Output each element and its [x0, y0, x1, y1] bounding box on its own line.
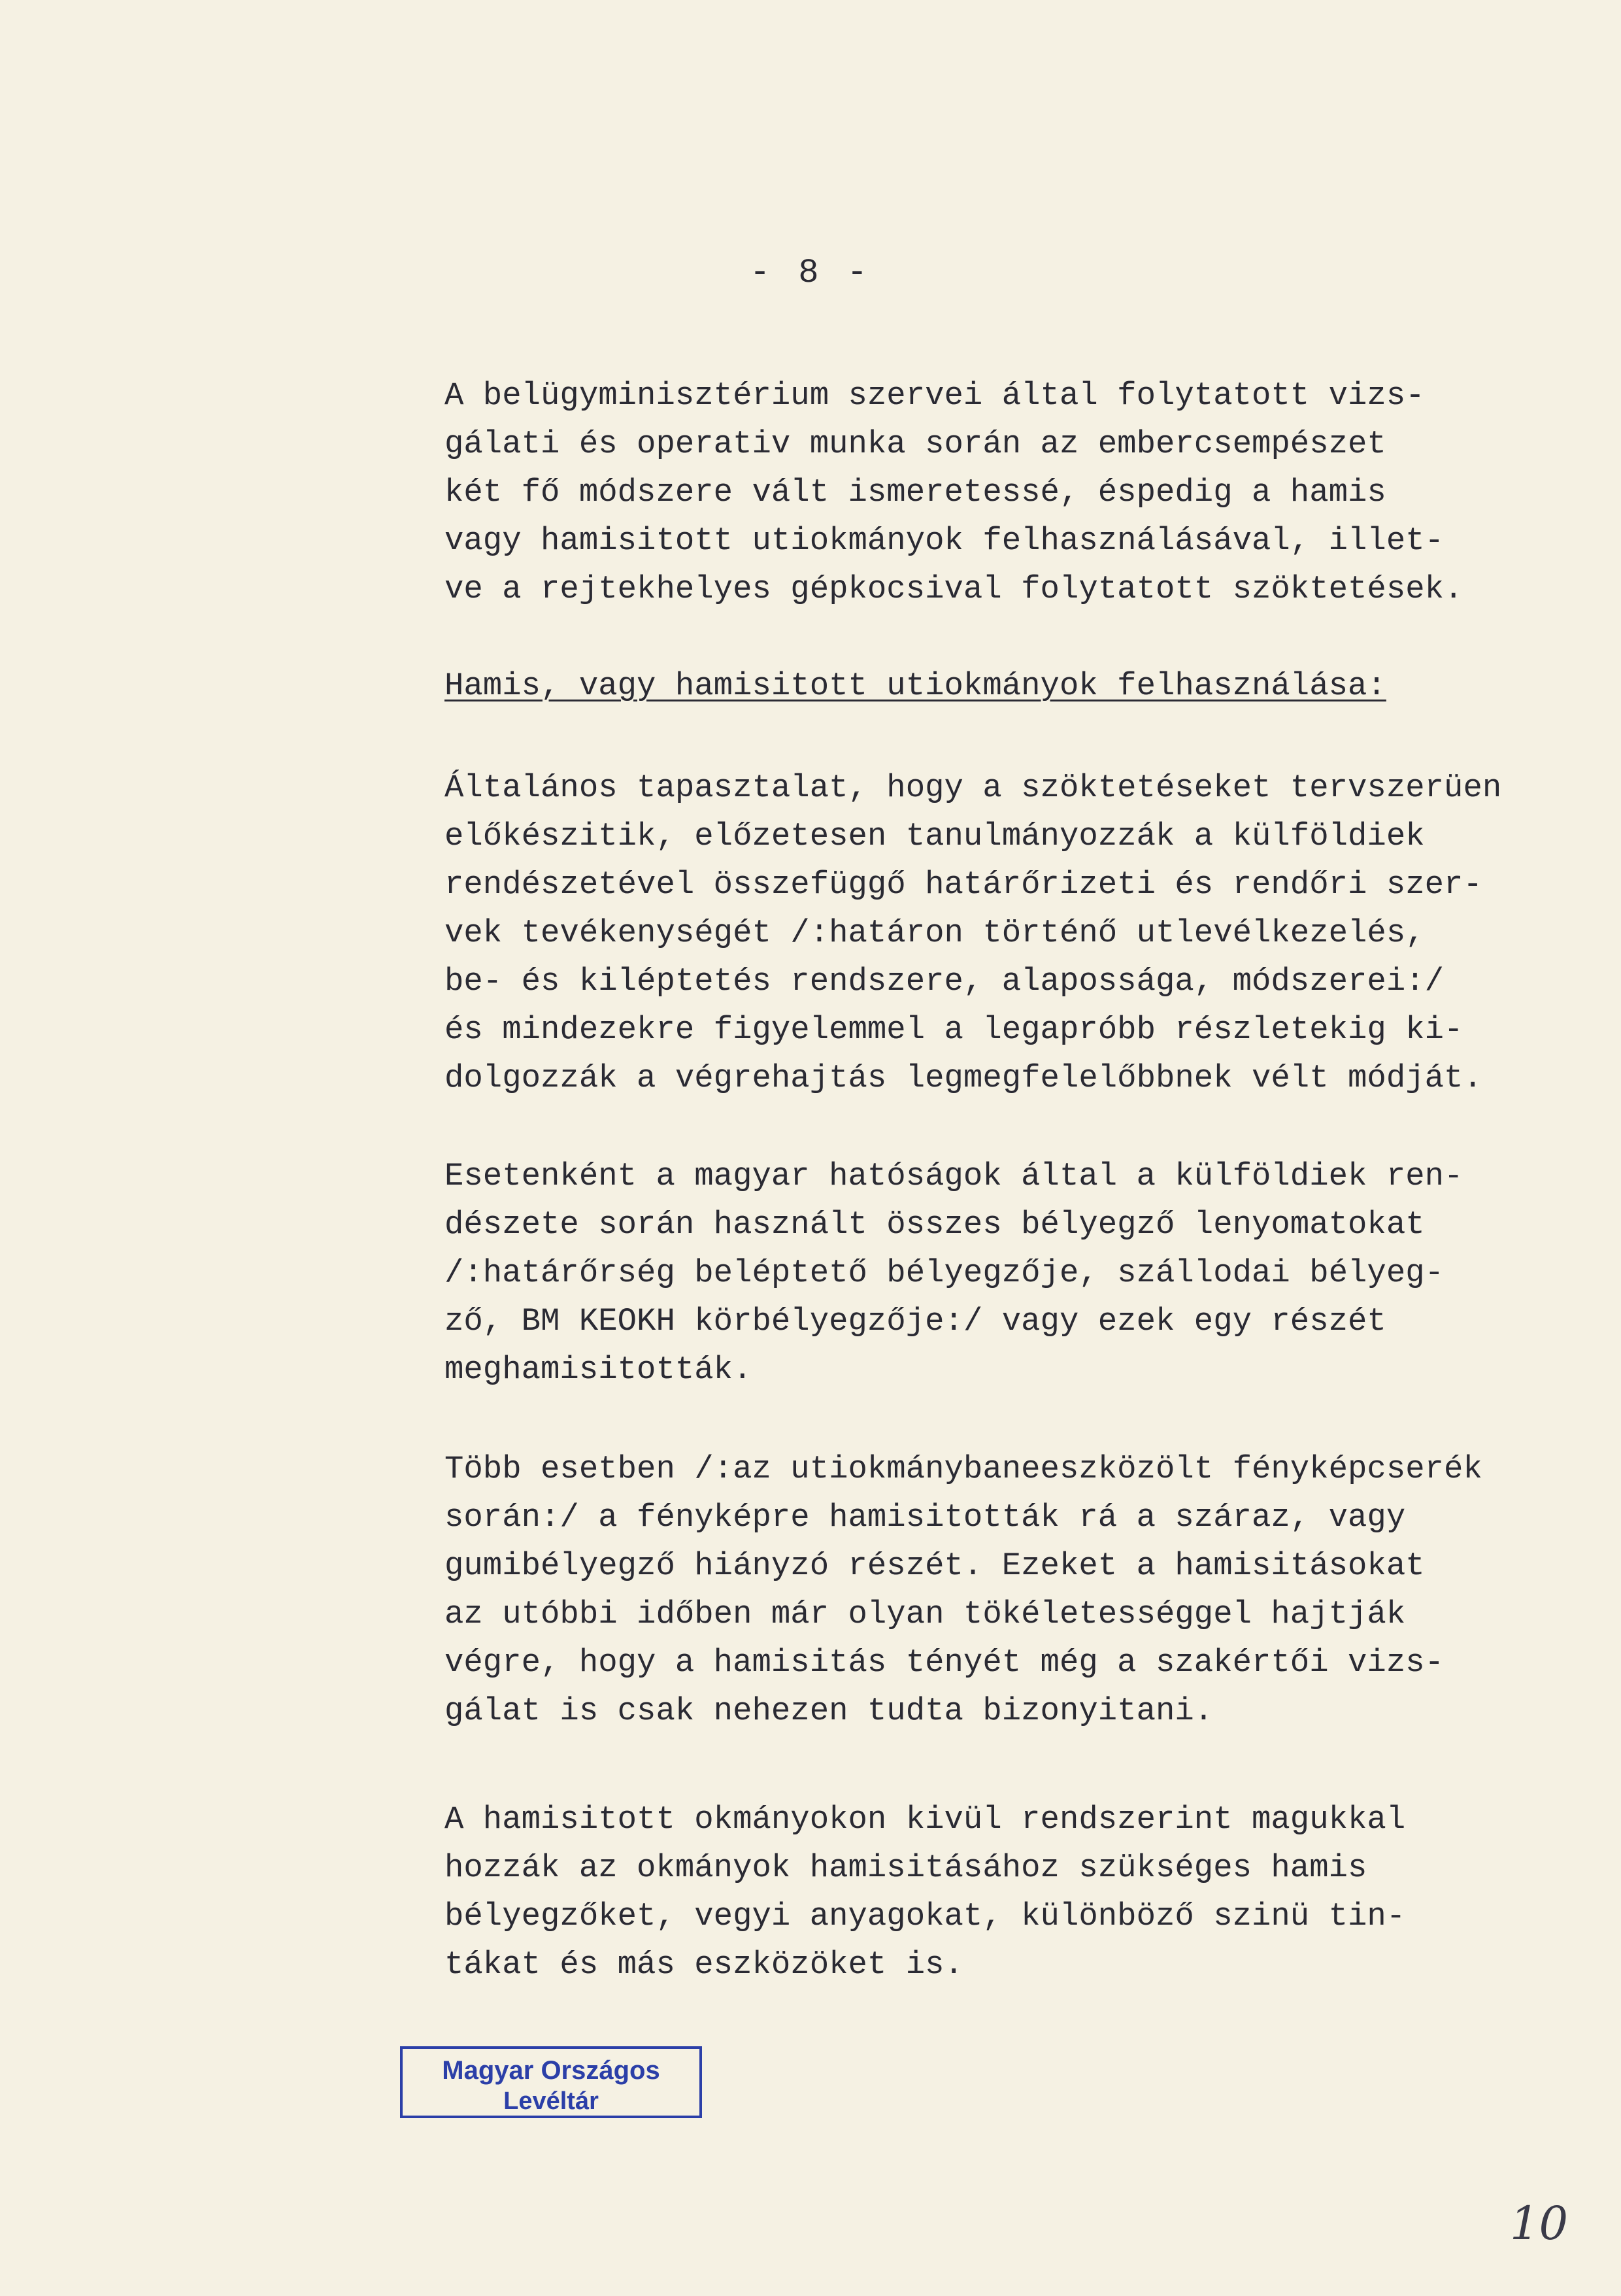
- archive-stamp: [400, 2046, 702, 2118]
- stamp-line-2: Levéltár: [503, 2087, 599, 2115]
- paragraph-photo-replacement: Több esetben /:az utiokmánybaneeszközölt fényképcserék során:/ a fényképre hamisitották rá a száraz, vagy gumibélyegző hiányzó részét. Ezeket a hamisitásokat az utóbbi időben már olyan tökéletességgel hajtják végre, hogy a hamisitás tényét még a szakértői vizs- gálat is csak nehezen tudta bizonyitani.: [444, 1451, 1482, 1729]
- paragraph-tools: A hamisitott okmányokon kivül rendszerint magukkal hozzák az okmányok hamisitásához szükséges hamis bélyegzőket, vegyi anyagokat, különböző szinü tin- tákat és más eszközöket is.: [444, 1801, 1406, 1983]
- paragraph-general-experience: Általános tapasztalat, hogy a szöktetéseket tervszerüen előkészitik, előzetesen tanulmányozzák a külföldiek rendészetével összefüggő határőrizeti és rendőri szer- vek tevékenységét /:határon történő utlevélkezelés, be- és kiléptetés rendszere, alapossága, módszerei:/ és mindezekre figyelemmel a legapróbb részletekig ki- dolgozzák a végrehajtás legmegfelelőbbnek vélt módját.: [444, 769, 1502, 1096]
- page-number: - 8 -: [749, 254, 872, 292]
- paragraph-stamp-forgery: Esetenként a magyar hatóságok által a külföldiek ren- dészete során használt összes bélyegző lenyomatokat /:határőrség beléptető bélyegzője, szállodai bélyeg- ző, BM KEOKH körbélyegzője:/ vagy ezek egy részét meghamisitották.: [444, 1158, 1463, 1388]
- stamp-line-1: Magyar Országos: [442, 2056, 660, 2085]
- paragraph-intro: A belügyminisztérium szervei által folytatott vizs- gálati és operativ munka során az embercsempészet két fő módszere vált ismeretessé, éspedig a hamis vagy hamisitott utiokmányok felhasználásával, illet- ve a rejtekhelyes gépkocsival folytatott szöktetések.: [444, 377, 1463, 607]
- folio-number: 10: [1510, 2197, 1569, 2250]
- section-heading: Hamis, vagy hamisitott utiokmányok felhasználása:: [444, 667, 1386, 704]
